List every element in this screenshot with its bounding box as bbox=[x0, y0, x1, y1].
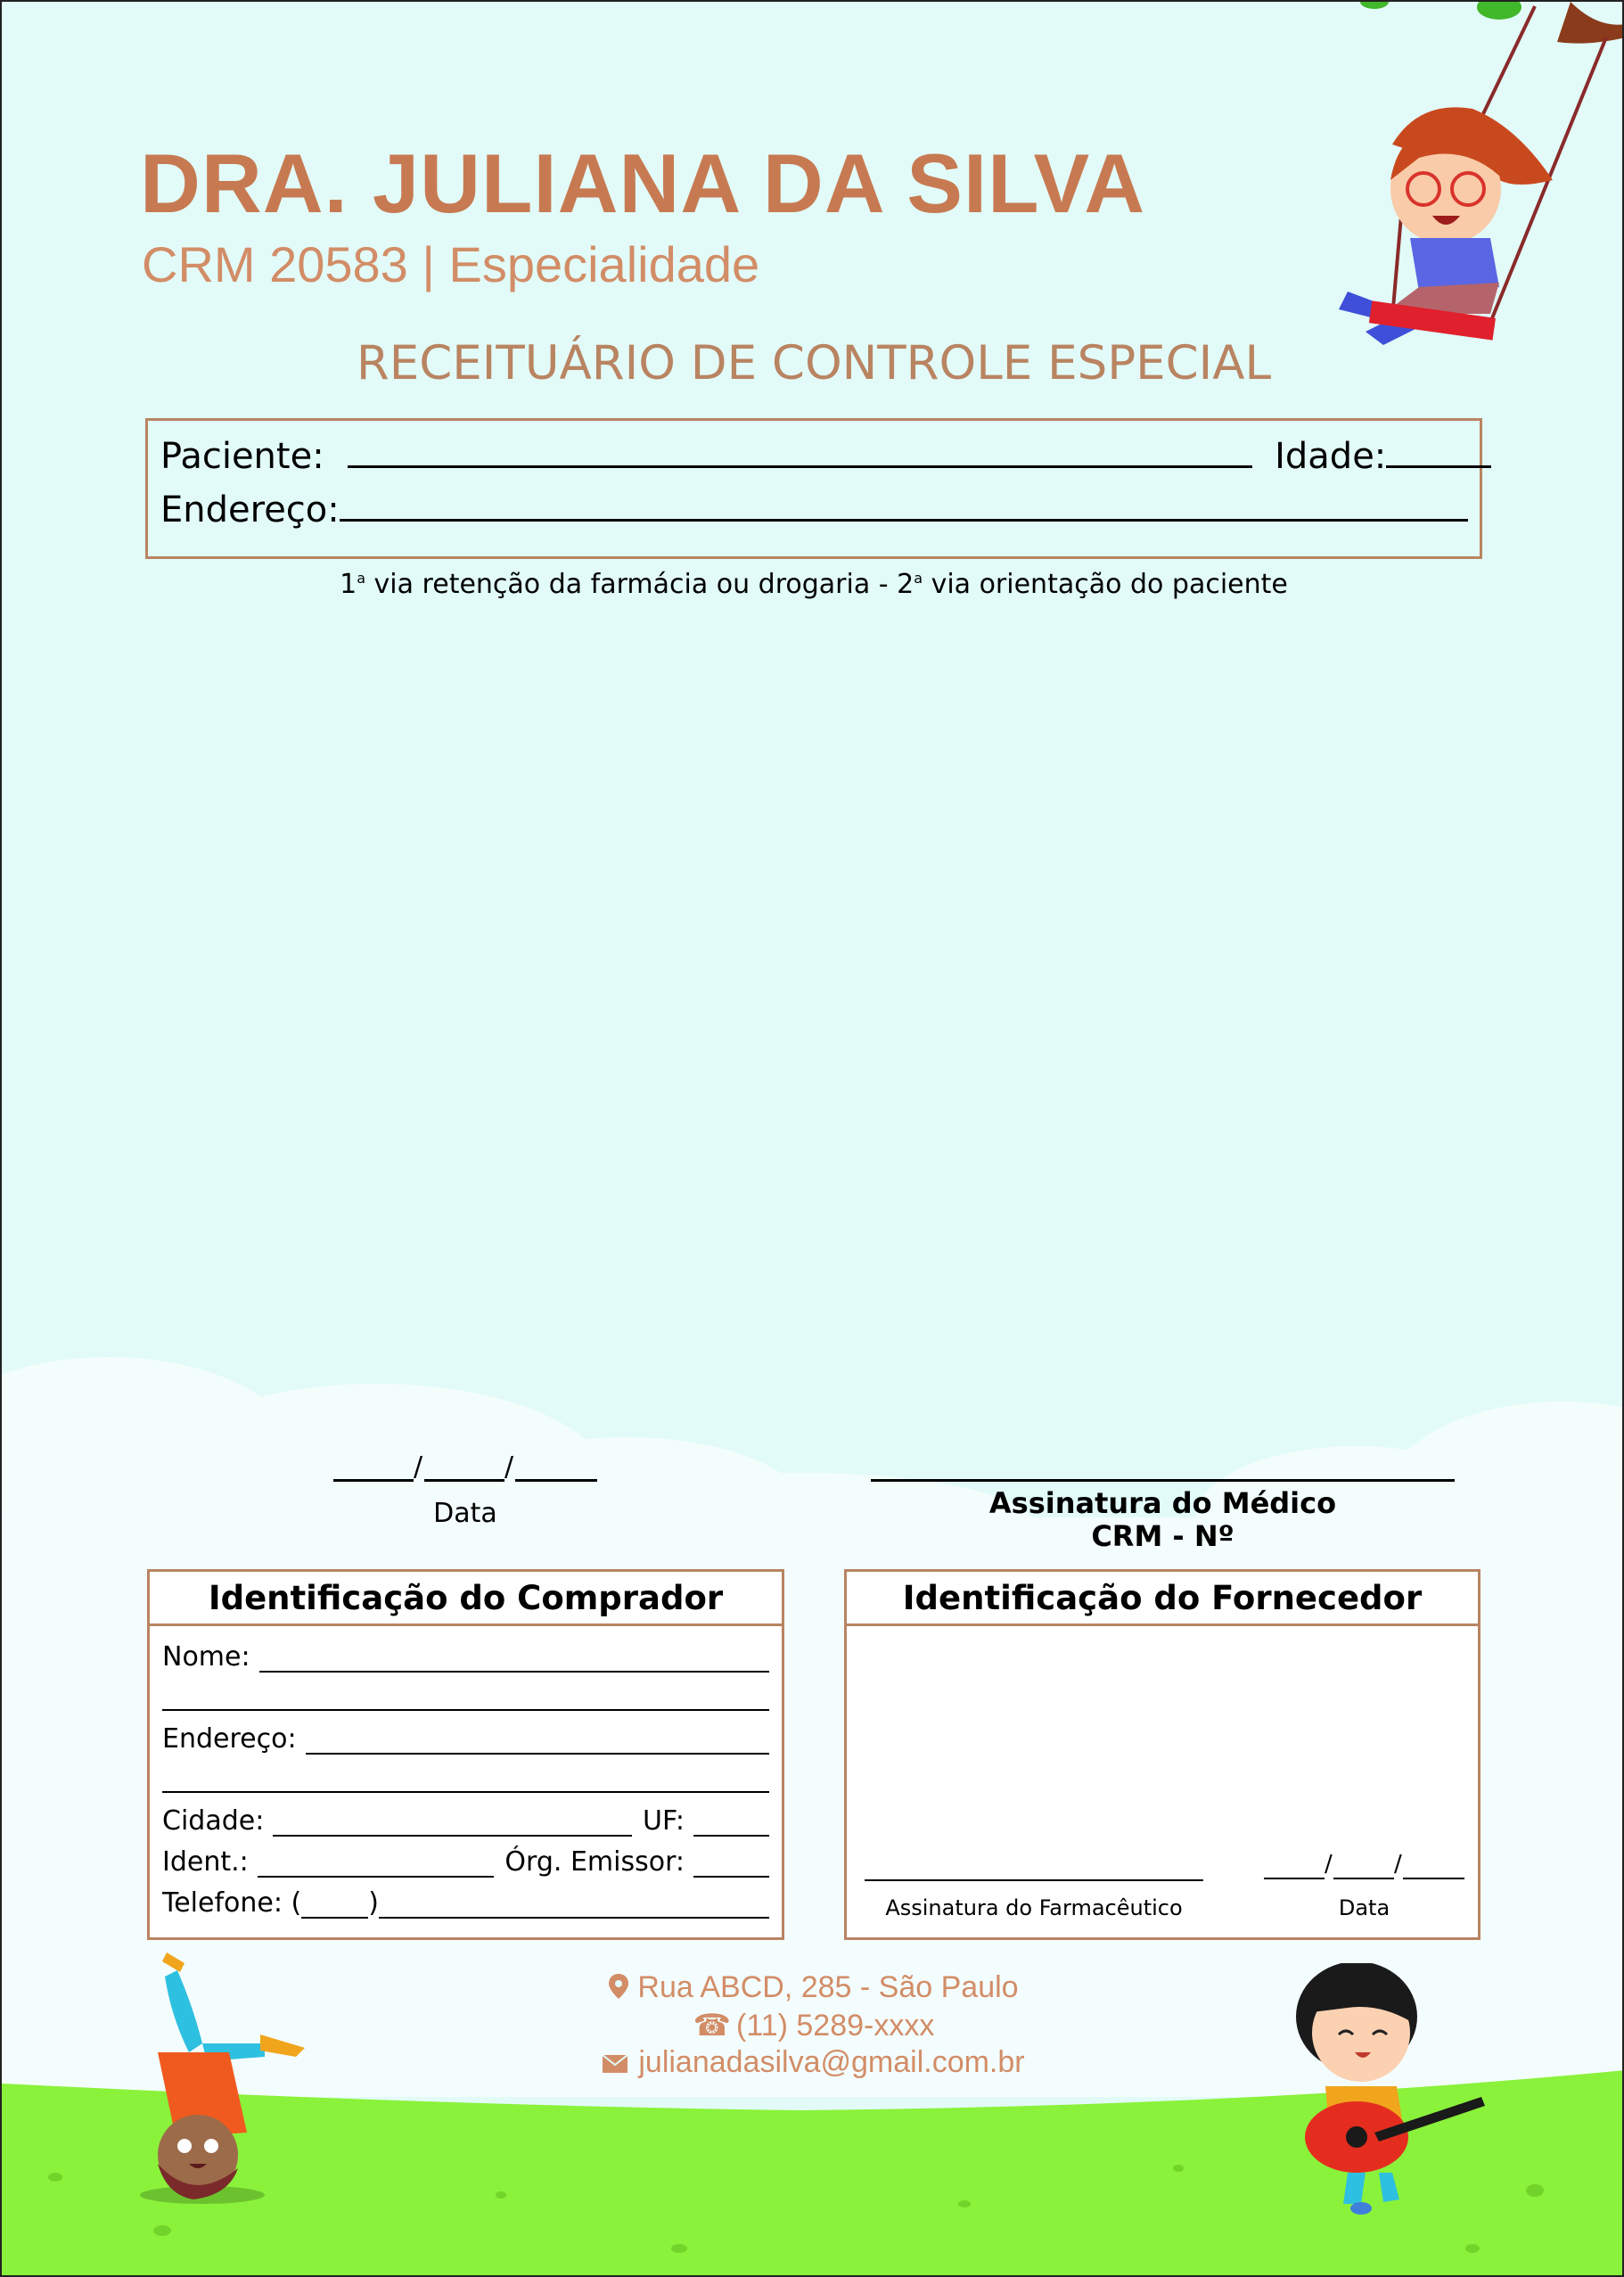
buyer-address-row bbox=[162, 1723, 769, 1755]
supplier-date-label: Data bbox=[1338, 1895, 1390, 1920]
boy-guitar-illustration bbox=[1294, 1963, 1517, 2222]
doctor-signature-label: Assinatura do Médico bbox=[988, 1486, 1337, 1520]
supplier-date-field[interactable]: / / bbox=[1264, 1862, 1464, 1879]
pharmacist-signature-label: Assinatura do Farmacêutico bbox=[885, 1895, 1183, 1920]
buyer-uf-field[interactable] bbox=[693, 1813, 769, 1837]
address-row bbox=[160, 489, 1468, 530]
buyer-address-label: Endereço: bbox=[162, 1723, 297, 1755]
buyer-id-field[interactable] bbox=[258, 1854, 495, 1878]
contact-phone: (11) 5289-xxxx bbox=[736, 2009, 935, 2043]
via-note: 1$^a$ via retenção da farmácia ou drogaria - 2$^a$ via orientação do paciente bbox=[340, 569, 1288, 600]
contact-address: Rua ABCD, 285 - São Paulo bbox=[637, 1970, 1019, 2004]
email-icon bbox=[603, 2055, 627, 2073]
doctor-name: DRA. JULIANA DA SILVA bbox=[140, 136, 1146, 230]
doctor-signature-line[interactable] bbox=[871, 1464, 1455, 1482]
buyer-id-label: Ident.: bbox=[162, 1846, 249, 1878]
patient-name-field[interactable] bbox=[348, 464, 1252, 468]
contact-email: julianadasilva@gmail.com.br bbox=[638, 2045, 1025, 2079]
buyer-city-row bbox=[162, 1805, 769, 1837]
crm-label: CRM - Nº bbox=[1091, 1519, 1234, 1553]
boy-handstand-illustration bbox=[95, 1945, 318, 2213]
date-field[interactable]: / / bbox=[333, 1464, 597, 1482]
date-label: Data bbox=[433, 1498, 497, 1529]
supplier-panel-title: Identificação do Fornecedor bbox=[847, 1572, 1478, 1626]
doctor-crm: CRM 20583 | Especialidade bbox=[142, 236, 760, 292]
girl-on-swing-illustration bbox=[1285, 91, 1571, 367]
buyer-panel bbox=[147, 1569, 784, 1940]
age-field[interactable] bbox=[1386, 464, 1491, 468]
patient-row bbox=[160, 436, 1491, 477]
age-label: Idade: bbox=[1275, 436, 1387, 477]
buyer-name-field-2[interactable] bbox=[162, 1688, 769, 1711]
buyer-address-field[interactable] bbox=[306, 1731, 769, 1755]
buyer-uf-label: UF: bbox=[643, 1805, 685, 1837]
buyer-address-field-2[interactable] bbox=[162, 1770, 769, 1793]
buyer-name-row bbox=[162, 1641, 769, 1673]
buyer-phone-field[interactable] bbox=[379, 1895, 769, 1919]
buyer-issuer-field[interactable] bbox=[693, 1854, 769, 1878]
buyer-phone-paren: ) bbox=[368, 1887, 379, 1919]
supplier-panel bbox=[844, 1569, 1480, 1940]
patient-address-label: Endereço: bbox=[160, 489, 340, 530]
buyer-name-label: Nome: bbox=[162, 1641, 250, 1673]
phone-icon: ☎ bbox=[693, 2009, 731, 2043]
buyer-name-field[interactable] bbox=[259, 1649, 769, 1673]
buyer-address-row-2 bbox=[162, 1770, 769, 1793]
buyer-panel-title: Identificação do Comprador bbox=[150, 1572, 782, 1626]
form-title: RECEITUÁRIO DE CONTROLE ESPECIAL bbox=[356, 336, 1272, 390]
buyer-name-row-2 bbox=[162, 1688, 769, 1711]
buyer-phone-label: Telefone: ( bbox=[162, 1887, 302, 1919]
location-pin-icon bbox=[609, 1974, 628, 1999]
buyer-id-row bbox=[162, 1846, 769, 1878]
pharmacist-signature-line[interactable] bbox=[865, 1879, 1203, 1881]
buyer-phone-row bbox=[162, 1887, 769, 1919]
buyer-city-field[interactable] bbox=[273, 1813, 632, 1837]
buyer-issuer-label: Órg. Emissor: bbox=[504, 1846, 685, 1878]
patient-address-field[interactable] bbox=[340, 518, 1468, 522]
buyer-phone-area-field[interactable] bbox=[301, 1895, 368, 1919]
patient-label: Paciente: bbox=[160, 436, 324, 477]
buyer-city-label: Cidade: bbox=[162, 1805, 265, 1837]
